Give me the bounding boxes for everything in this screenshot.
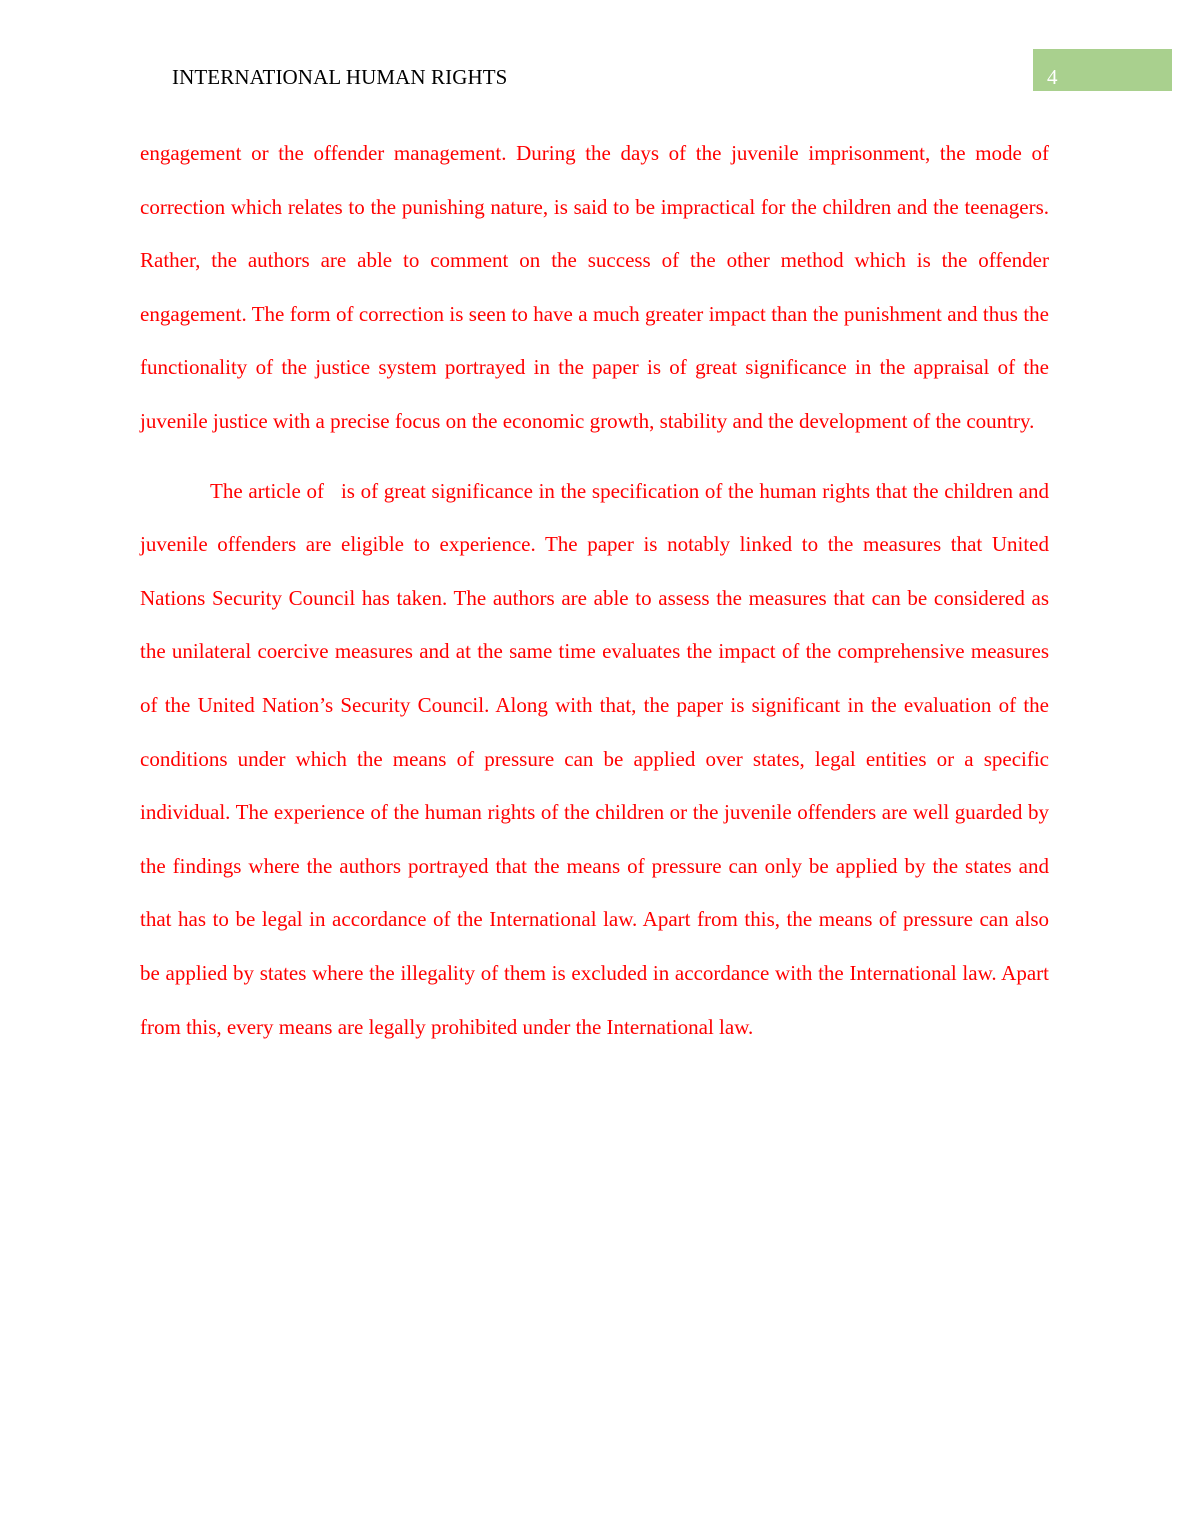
- paragraph-2: The article of is of great significance in the specification of the human rights that the children and juvenile offenders are eligible to experience. The paper is notably linked to the measures that United Nations Security Council has taken. The authors are able to assess the measures that can be considered as the unilateral coercive measures and at the same time evaluates the impact of the comprehensive measures of the United Nation’s Security Council. Along with that, the paper is significant in the evaluation of the conditions under which the means of pressure can be applied over states, legal entities or a specific individual. The experience of the human rights of the children or the juvenile offenders are well guarded by the findings where the authors portrayed that the means of pressure can only be applied by the states and that has to be legal in accordance of the International law. Apart from this, the means of pressure can also be applied by states where the illegality of them is excluded in accordance with the International law. Apart from this, every means are legally prohibited under the International law.: [140, 478, 1049, 1039]
- body-text: [140, 127, 1049, 1054]
- paragraph-1: engagement or the offender management. During the days of the juvenile imprisonment, the mode of correction which relates to the punishing nature, is said to be impractical for the children and the teenagers. Rather, the authors are able to comment on the success of the other method which is the offender engagement. The form of correction is seen to have a much greater impact than the punishment and thus the functionality of the justice system portrayed in the paper is of great significance in the appraisal of the juvenile justice with a precise focus on the economic growth, stability and the development of the country.: [140, 141, 1049, 433]
- page-number: 4: [1047, 65, 1058, 89]
- page-number-box: [1033, 49, 1172, 91]
- running-head: INTERNATIONAL HUMAN RIGHTS: [172, 65, 508, 89]
